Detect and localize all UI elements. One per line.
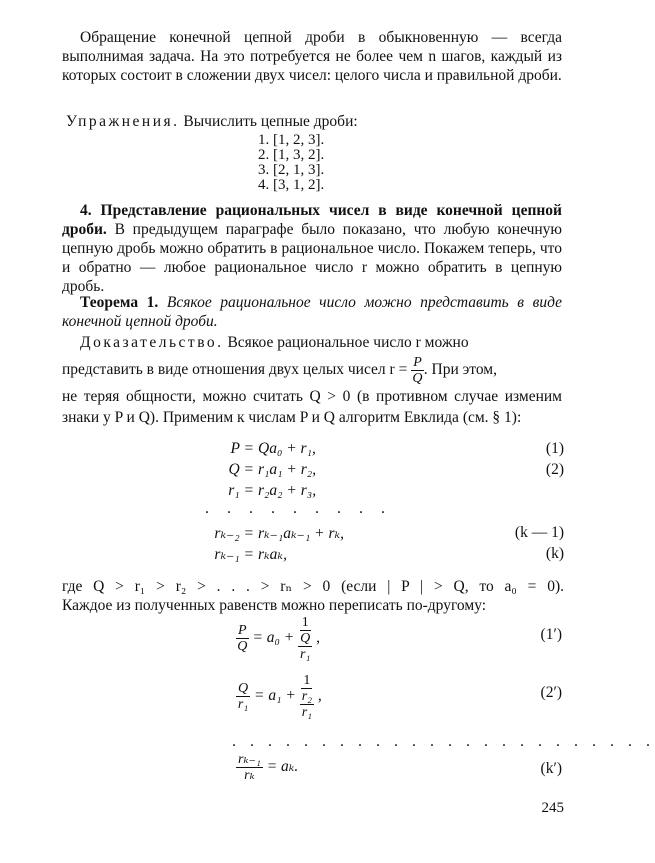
- exercise-item: 3. [2, 1, 3].: [258, 162, 325, 178]
- fraction-p-over-q: $\frac{P}{Q}$: [412, 355, 423, 386]
- rewrite-equation-3: $\frac{\text{rₖ₋₁}}{\text{rₖ}}$ = aₖ.: [238, 752, 299, 783]
- euclid-equation: rₖ₋₁ = rₖaₖ, (k): [214, 545, 564, 563]
- page-number: 245: [541, 800, 564, 816]
- exercise-item: 4. [3, 1, 2].: [258, 177, 325, 193]
- euclid-equation: Q = r₁a₁ + r₂, (2): [228, 461, 564, 478]
- equation-number: (1′): [540, 626, 562, 643]
- exercises-heading: Упражнения. Вычислить цепные дроби:: [66, 113, 358, 130]
- euclid-equation: r₁ = r₂a₂ + r₃,: [228, 482, 317, 499]
- where-clause: где Q > r₁ > r₂ > . . . > rₙ > 0 (если | P | > Q, то a₀ = 0). Каждое из полученных равенств можно переписать по-другому:: [62, 578, 564, 614]
- exercise-list: [258, 133, 324, 193]
- euclid-equation: rₖ₋₂ = rₖ₋₁aₖ₋₁ + rₖ, (k — 1): [214, 524, 564, 542]
- equation-number: (2′): [540, 684, 562, 701]
- exercise-item: 2. [1, 3, 2].: [258, 147, 325, 163]
- euclid-equation: P = Qa₀ + r₁, (1): [230, 440, 564, 457]
- equation-number: (k′): [540, 760, 562, 777]
- theorem-text: Всякое рациональное число можно представить в виде конечной цепной дроби.: [62, 294, 562, 330]
- proof: Доказательство. Всякое рациональное число r можно представить в виде отношения двух целых чисел r = $\frac{P}{Q}$ . При этом, не теряя общности, можно считать Q > 0 (в противном случае изменим знаки у P и Q). Применим к числам P и Q алгоритм Евклида (см. § 1):: [62, 334, 562, 426]
- section-text: В предыдущем параграфе было показано, что любую конечную цепную дробь можно обратить в рациональное число. Покажем теперь, что и обратно — любое рациональное число r можно обратить в цепную дробь.: [62, 221, 562, 295]
- section-4: [62, 201, 562, 296]
- proof-label: Доказательство.: [80, 334, 224, 351]
- ellipsis-row: . . . . . . . . . . . . . . . . . . . . . . . .: [232, 733, 655, 750]
- section-title: 4. Представление рациональных чисел в виде конечной цепной дроби.: [62, 202, 562, 238]
- rewrite-equation-2: $\frac{Q}{\text{r₁}}$ = a₁ + $\frac{1}{\frac{\text{r₂}}{\text{r₁}}}$ ,: [237, 673, 322, 720]
- rewrite-equation-1: $\frac{P}{Q}$ = a₀ + $\frac{1}{\frac{Q}{\text{r₁}}}$ ,: [237, 615, 320, 662]
- exercise-item: 1. [1, 2, 3].: [258, 132, 325, 148]
- theorem-label: Теорема 1.: [80, 294, 159, 311]
- theorem-1: [62, 293, 562, 331]
- intro-paragraph: Обращение конечной цепной дроби в обыкновенную — всегда выполнимая задача. На это потребуется не более чем n шагов, каждый из которых состоит в сложении двух чисел: целого числа и правильной дроби.: [62, 29, 562, 84]
- ellipsis-row: . . . . . . . . .: [205, 500, 392, 517]
